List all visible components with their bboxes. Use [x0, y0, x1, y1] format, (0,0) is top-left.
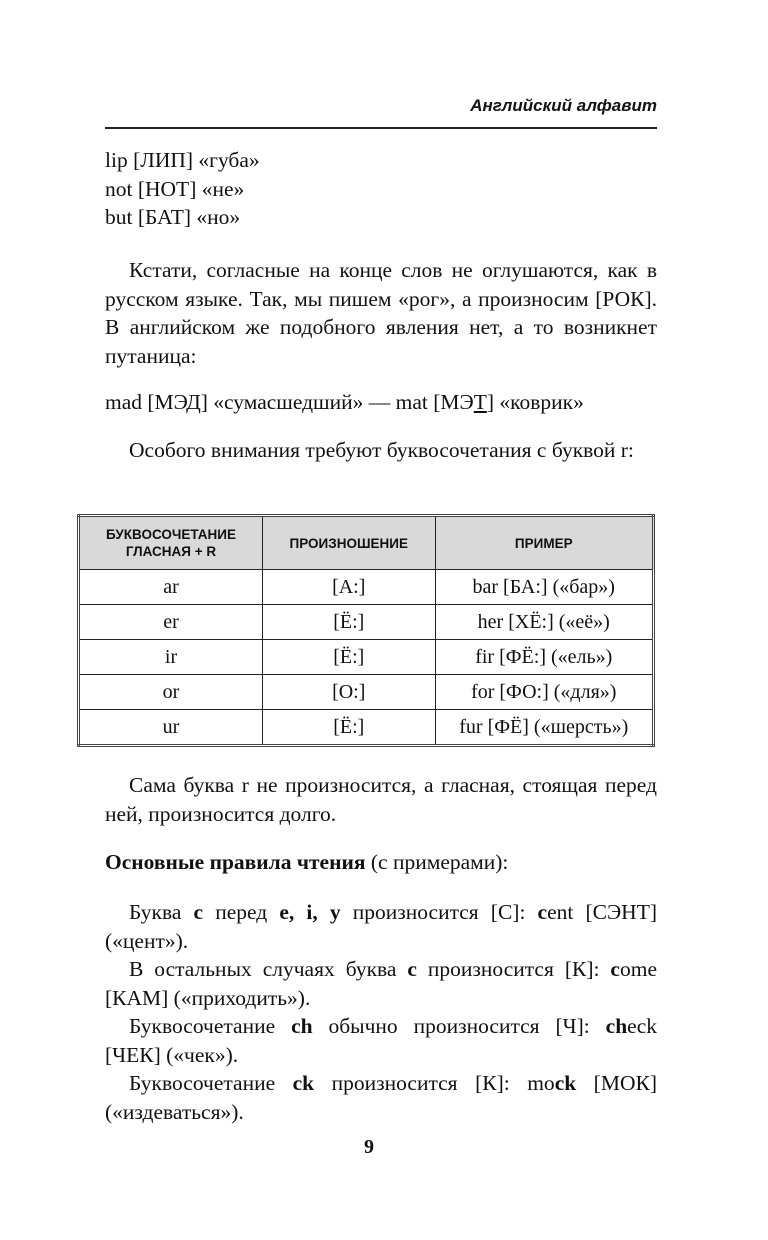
seg: Т	[473, 390, 487, 414]
cell: [Ё:]	[263, 640, 436, 675]
seg: c	[610, 957, 620, 981]
column-header: ПРОИЗНОШЕНИЕ	[263, 516, 436, 570]
seg: [МОК] («издеваться»).	[105, 1071, 657, 1124]
table-row	[79, 570, 654, 605]
seg: ome [КАМ] («приходить»).	[105, 957, 657, 1010]
seg: произносится [К]: mo	[314, 1071, 555, 1095]
page-number: 9	[364, 1136, 374, 1158]
example-line: not [НОТ] «не»	[105, 176, 245, 201]
cell: for [ФО:] («для»)	[435, 675, 654, 710]
table-row	[79, 710, 654, 746]
seg: ck	[292, 1071, 315, 1095]
rule-item	[105, 1012, 657, 1069]
seg: eck [ЧЕК] («чек»).	[105, 1014, 657, 1067]
cell: or	[79, 675, 263, 710]
seg: Буквосочетание	[129, 1071, 293, 1095]
cell: [Ё:]	[263, 710, 436, 746]
running-header: Английский алфавит	[470, 96, 657, 115]
seg: mad [МЭ	[105, 390, 187, 414]
paragraph-r-combinations: Особого внимания требуют буквосочетания с буквой r:	[129, 438, 634, 462]
column-header: ПРИМЕР	[435, 516, 654, 570]
column-header: БУКВОСОЧЕТАНИЕ ГЛАСНАЯ + R	[79, 516, 263, 570]
table-header-row	[79, 516, 654, 570]
example-line: lip [ЛИП] «губа»	[105, 148, 260, 172]
rules-heading-rest: (с примерами):	[365, 850, 509, 874]
cell: ir	[79, 640, 263, 675]
seg: В остальных случаях буква	[129, 957, 408, 981]
table-row	[79, 605, 654, 640]
table-row	[79, 675, 654, 710]
cell: fir [ФЁ:] («ель»)	[435, 640, 654, 675]
cell: [Ё:]	[263, 605, 436, 640]
cell: [О:]	[263, 675, 436, 710]
table-row	[79, 640, 654, 675]
cell: er	[79, 605, 263, 640]
seg: перед	[203, 900, 280, 924]
rule-item	[105, 898, 657, 955]
seg: произносится [С]:	[340, 900, 538, 924]
r-combinations-table	[77, 514, 655, 747]
rule-item	[105, 1069, 657, 1126]
seg: ck	[554, 1071, 577, 1095]
cell: ar	[79, 570, 263, 605]
seg: с	[407, 957, 417, 981]
cell: [А:]	[263, 570, 436, 605]
examples-list	[105, 146, 657, 232]
seg: Буква	[129, 900, 194, 924]
seg: e, i, y	[279, 900, 341, 924]
paragraph-r-silent: Сама буква r не произносится, а гласная, стоящая перед ней, произносится долго.	[105, 773, 657, 826]
header-rule	[105, 127, 657, 129]
seg: Буквосочетание	[129, 1014, 292, 1038]
cell: ur	[79, 710, 263, 746]
seg: ] «сумасшедший» — mat [МЭ	[200, 390, 474, 414]
cell: fur [ФЁ] («шерсть»)	[435, 710, 654, 746]
seg: ch	[291, 1014, 313, 1038]
rules-heading-bold: Основные правила чтения	[105, 850, 366, 874]
cell: bar [БА:] («бар»)	[435, 570, 654, 605]
seg: Д	[186, 390, 201, 414]
seg: обычно произносится [Ч]:	[312, 1014, 606, 1038]
rules-list	[105, 898, 657, 1126]
paragraph-devoicing: Кстати, согласные на конце слов не оглушаются, как в русском языке. Так, мы пишем «рог», а произносим [РОК]. В английском же подобного явления нет, а то возникнет путаница:	[105, 258, 657, 368]
rules-heading	[105, 848, 657, 877]
rule-item	[105, 955, 657, 1012]
seg: ch	[605, 1014, 628, 1038]
seg: c	[537, 900, 548, 924]
example-line: but [БАТ] «но»	[105, 205, 241, 229]
seg: произносится [К]:	[416, 957, 611, 981]
seg: ent [СЭНТ] («цент»).	[105, 900, 657, 953]
cell: her [ХЁ:] («её»)	[435, 605, 654, 640]
example-mad-mat	[105, 388, 657, 417]
seg: ] «коврик»	[486, 390, 584, 414]
seg: с	[193, 900, 204, 924]
